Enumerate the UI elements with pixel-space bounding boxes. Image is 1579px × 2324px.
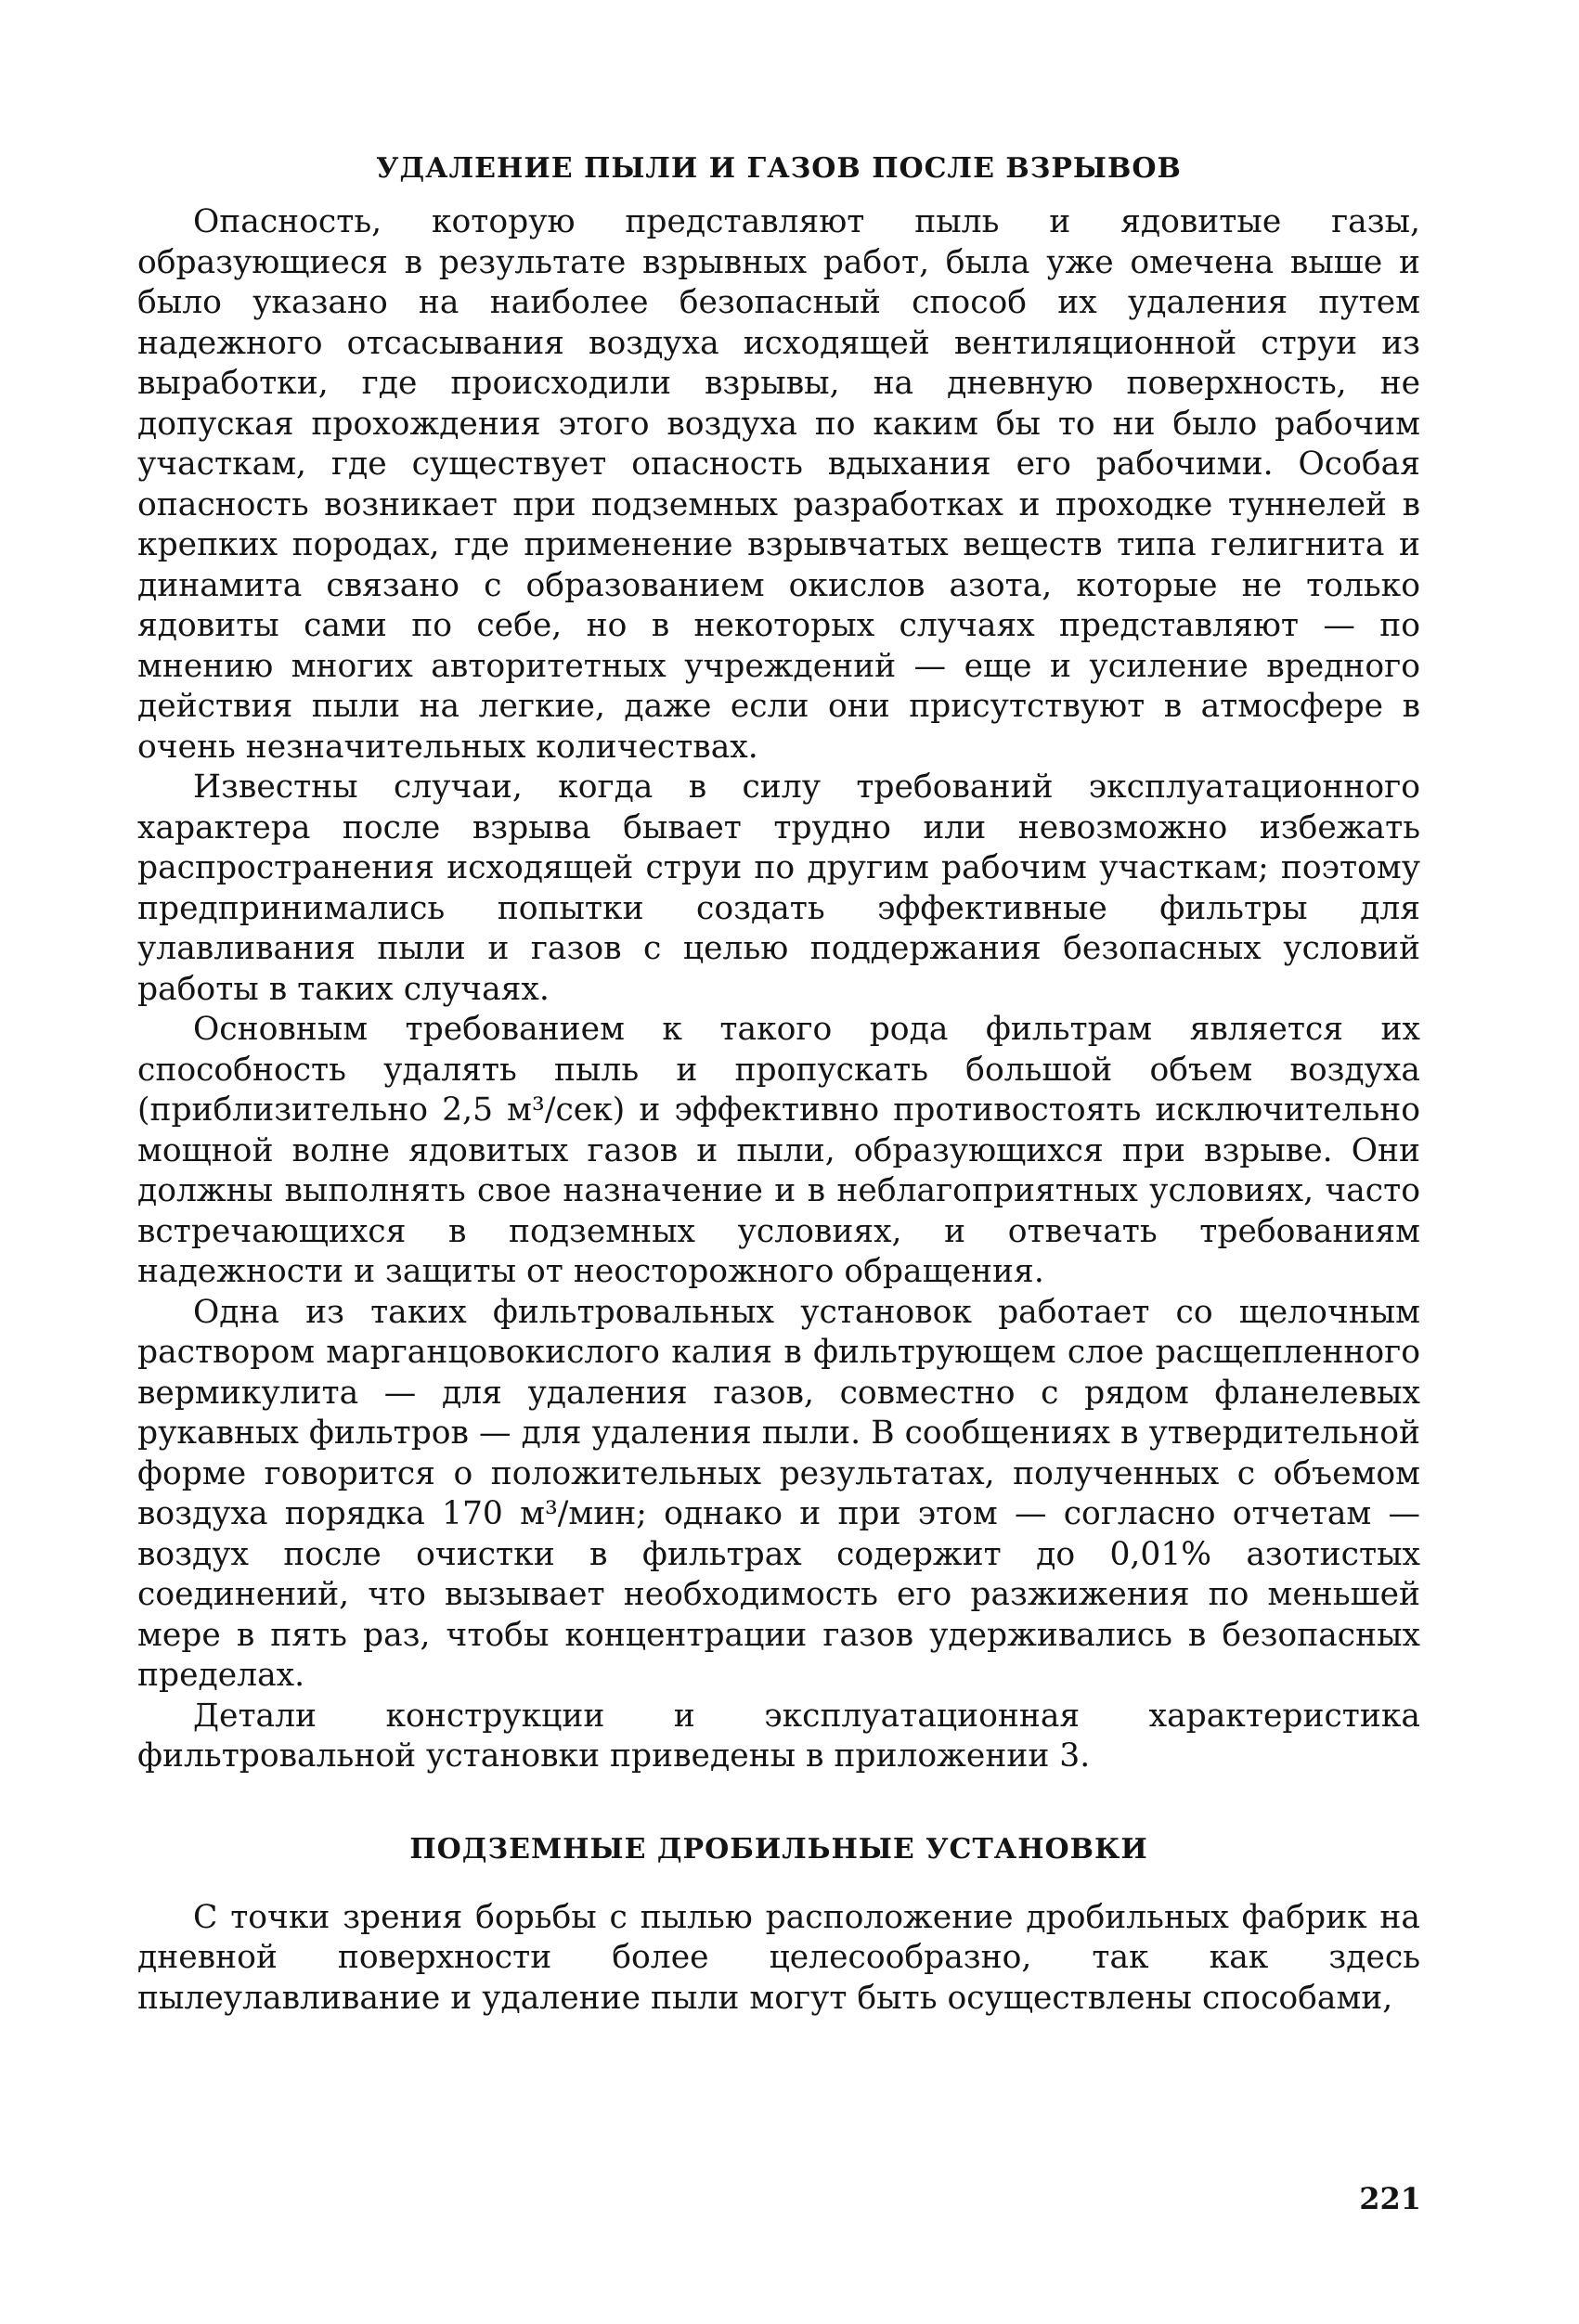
page-body — [137, 148, 1420, 2019]
section-heading-crushing-plants: ПОДЗЕМНЫЕ ДРОБИЛЬНЫЕ УСТАНОВКИ — [409, 1832, 1148, 1866]
paragraph: С точки зрения борьбы с пылью расположение дробильных фабрик на дневной поверхности более целесообразно, так как здесь пылеулавливание и удаление пыли могут быть осуществлены способами, — [137, 1898, 1420, 2017]
paragraph: Детали конструкции и эксплуатационная характеристика фильтровальной установки приведены в приложении 3. — [137, 1697, 1420, 1775]
paragraph: Опасность, которую представляют пыль и ядовитые газы, образующиеся в результате взрывных работ, была уже омечена выше и было указано на наиболее безопасный способ их удаления путем надежного отсасывания воздуха исходящей вентиляционной струи из выработки, где происходили взрывы, на дневную поверхность, не допуская прохождения этого воздуха по каким бы то ни было рабочим участкам, где существует опасность вдыхания его рабочими. Особая опасность возникает при подземных разработках и проходке туннелей в крепких породах, где применение взрывчатых веществ типа гелигнита и динамита связано с образованием окислов азота, которые не только ядовиты сами по себе, но в некоторых случаях представляют — по мнению многих авторитетных учреждений — еще и усиление вредного действия пыли на легкие, даже если они присутствуют в атмосфере в очень незначительных количествах. — [137, 203, 1420, 766]
paragraph: Основным требованием к такого рода фильтрам является их способность удалять пыль и пропускать большой объем воздуха (приблизительно 2,5 м³/сек) и эффективно противостоять исключительно мощной волне ядовитых газов и пыли, образующихся при взрыве. Они должны выполнять свое назначение и в неблагоприятных условиях, часто встречающихся в подземных условиях, и отвечать требованиям надежности и защиты от неосторожного обращения. — [137, 1011, 1420, 1290]
paragraph: Одна из таких фильтровальных установок работает со щелочным раствором марганцовокислого калия в фильтрующем слое расщепленного вермикулита — для удаления газов, совместно с рядом фланелевых рукавных фильтров — для удаления пыли. В сообщениях в утвердительной форме говорится о положительных результатах, полученных с объемом воздуха порядка 170 м³/мин; однако и при этом — согласно отчетам — воздух после очистки в фильтрах содержит до 0,01% азотистых соединений, что вызывает необходимость его разжижения по меньшей мере в пять раз, чтобы концентрации газов удерживались в безопасных пределах. — [137, 1293, 1420, 1694]
paragraph: Известны случаи, когда в силу требований эксплуатационного характера после взрыва бывает трудно или невозможно избежать распространения исходящей струи по другим рабочим участкам; поэтому предпринимались попытки создать эффективные фильтры для улавливания пыли и газов с целью поддержания безопасных условий работы в таких случаях. — [137, 768, 1420, 1008]
page-number: 221 — [1359, 2181, 1421, 2216]
section-heading-dust-removal: УДАЛЕНИЕ ПЫЛИ И ГАЗОВ ПОСЛЕ ВЗРЫВОВ — [376, 152, 1182, 185]
